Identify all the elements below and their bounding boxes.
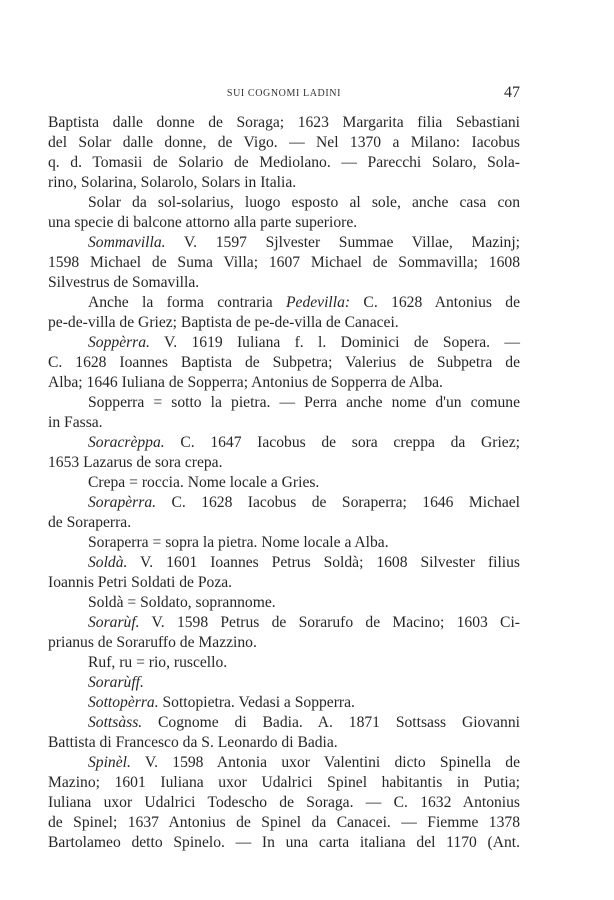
entry-headword: Sorapèrra. [88,494,157,511]
text-line [48,613,520,633]
text-run: de Soraperra. [48,514,132,531]
text-line [48,813,520,833]
entry-headword: Soldà. [88,554,128,571]
text-line [48,633,520,653]
entry-headword: Sorarùff. [88,674,144,691]
text-line [48,733,520,753]
entry-headword: Soppèrra. [88,334,150,351]
text-run: Baptista dalle donne de Soraga; 1623 Margarita filia Sebastiani [48,114,520,131]
text-run: Solar da sol-solarius, luogo esposto al sole, anche casa con [88,194,520,211]
text-line [48,493,520,513]
text-line [48,533,520,553]
entry-headword: Sommavilla. [88,234,166,251]
text-run: 1653 Lazarus de sora crepa. [48,454,223,471]
text-line [48,693,520,713]
entry-headword: Pedevilla: [286,294,351,311]
text-run: Bartolameo detto Spinelo. — In una carta italiana del 1170 (Ant. [48,834,520,851]
text-line [48,213,520,233]
text-line [48,273,520,293]
text-run: una specie di balcone attorno alla parte superiore. [48,214,358,231]
text-line [48,233,520,253]
entry-headword: Sorarùf. [88,614,140,631]
text-run: Ioannis Petri Soldati de Poza. [48,574,233,591]
text-line [48,333,520,353]
running-title: SUI COGNOMI LADINI [226,88,342,99]
text-line [48,153,520,173]
text-line [48,313,520,333]
text-line [48,113,520,133]
text-run: C. 1628 Ioannes Baptista de Subpetra; Valerius de Subpetra de [48,354,520,371]
text-run: Sottopietra. Vedasi a Sopperra. [158,694,355,711]
text-line [48,353,520,373]
page-header [48,84,520,106]
entry-headword: Spinèl. [88,754,131,771]
text-line [48,373,520,393]
text-run: q. d. Tomasii de Solario de Mediolano. — Parecchi Solaro, Sola- [48,154,520,171]
text-line [48,413,520,433]
text-run: V. 1619 Iuliana f. l. Dominici de Sopera. — [149,334,520,351]
text-run: Cognome di Badia. A. 1871 Sottsass Giovanni [142,714,520,731]
text-run: Ruf, ru = rio, ruscello. [88,654,228,671]
entry-headword: Sottsàss. [88,714,143,731]
text-run: in Fassa. [48,414,103,431]
text-line [48,653,520,673]
text-run: C. 1628 Iacobus de Soraperra; 1646 Michael [156,494,520,511]
text-line [48,553,520,573]
text-run: Alba; 1646 Iuliana de Sopperra; Antonius de Sopperra de Alba. [48,374,443,391]
text-line [48,393,520,413]
text-line [48,773,520,793]
text-run: Sopperra = sotto la pietra. — Perra anche nome d'un comune [88,394,520,411]
text-line [48,133,520,153]
text-run: Anche la forma contraria [88,294,286,311]
text-line [48,673,520,693]
body-text [48,113,520,853]
entry-headword: Sottopèrra. [88,694,159,711]
text-run: de Spinel; 1637 Antonius de Spinel da Canacei. — Fiemme 1378 [48,814,520,831]
text-line [48,293,520,313]
text-line [48,433,520,453]
text-line [48,513,520,533]
text-line [48,713,520,733]
text-run: Mazino; 1601 Iuliana uxor Udalrici Spinel habitantis in Putia; [48,774,520,791]
text-run: prianus de Soraruffo de Mazzino. [48,634,257,651]
text-run: V. 1601 Ioannes Petrus Soldà; 1608 Silvester filius [127,554,520,571]
text-run: 1598 Michael de Suma Villa; 1607 Michael de Sommavilla; 1608 [48,254,520,271]
text-run: Crepa = roccia. Nome locale a Gries. [88,474,320,491]
text-line [48,753,520,773]
text-line [48,173,520,193]
text-run: Silvestrus de Somavilla. [48,274,200,291]
page-number: 47 [504,84,520,101]
text-line [48,573,520,593]
text-run: Iuliana uxor Udalrici Todescho de Soraga. — C. 1632 Antonius [48,794,520,811]
text-run: del Solar dalle donne, de Vigo. — Nel 1370 a Milano: Iacobus [48,134,520,151]
text-line [48,793,520,813]
text-run: V. 1598 Petrus de Sorarufo de Macino; 1603 Ci- [139,614,520,631]
text-run: Soldà = Soldato, soprannome. [88,594,276,611]
text-run: V. 1598 Antonia uxor Valentini dicto Spinella de [130,754,520,771]
text-line [48,193,520,213]
text-run: rino, Solarina, Solarolo, Solars in Italia. [48,174,297,191]
text-line [48,253,520,273]
text-run: pe-de-villa de Griez; Baptista de pe-de-villa de Canacei. [48,314,399,331]
text-run: C. 1647 Iacobus de sora creppa da Griez; [164,434,520,451]
text-run: Battista di Francesco da S. Leonardo di Badia. [48,734,338,751]
text-line [48,473,520,493]
entry-headword: Soracrèppa. [88,434,165,451]
text-line [48,593,520,613]
text-line [48,833,520,853]
text-line [48,453,520,473]
text-run: Soraperra = sopra la pietra. Nome locale a Alba. [88,534,389,551]
text-run: V. 1597 Sjlvester Summae Villae, Mazinj; [165,234,520,251]
text-run: C. 1628 Antonius de [350,294,521,311]
